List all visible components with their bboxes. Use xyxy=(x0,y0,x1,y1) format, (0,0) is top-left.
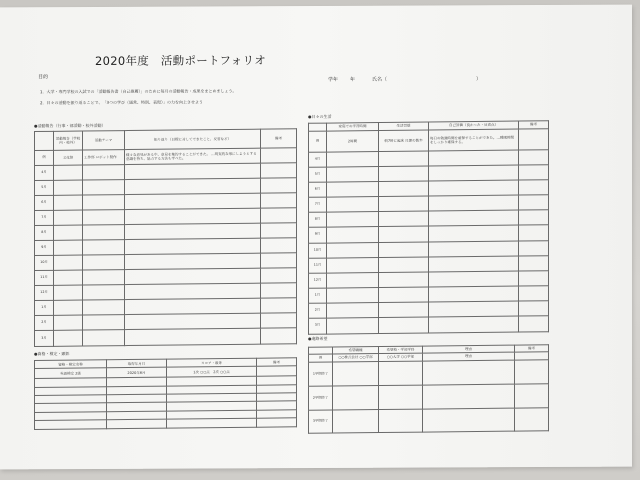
activity-entry-cell[interactable] xyxy=(54,285,83,300)
activity-entry-cell[interactable] xyxy=(54,180,83,195)
class-label: 年 xyxy=(350,76,356,83)
activity-header-cell: 活動報告（学校内・校外） xyxy=(54,131,83,150)
activity-entry-cell[interactable] xyxy=(54,300,83,315)
daily-entry-cell[interactable] xyxy=(519,270,549,285)
daily-entry-cell[interactable] xyxy=(429,271,519,287)
daily-example-cell: 例 xyxy=(309,131,327,152)
daily-month-cell: 7月 xyxy=(309,197,327,212)
activity-entry-cell[interactable] xyxy=(261,238,297,253)
activity-entry-cell[interactable] xyxy=(83,315,125,330)
purpose-item-2: 2．日々の活動を振り返ることで、「3つの学び（通常、特別、表現）」の力を向上させよう xyxy=(40,99,204,106)
daily-month-cell: 9月 xyxy=(309,228,327,243)
daily-month-cell: 1月 xyxy=(309,288,327,303)
daily-month-cell: 10月 xyxy=(309,243,327,258)
activity-entry-cell[interactable] xyxy=(54,315,83,330)
activity-month-cell: 6月 xyxy=(35,195,54,210)
qualification-example-cell: 1次 ○○点 2次 ○○点 xyxy=(167,367,257,377)
career-entry-cell[interactable] xyxy=(379,409,423,432)
activity-month-cell: 4月 xyxy=(35,165,54,180)
activity-entry-cell[interactable] xyxy=(261,253,297,268)
activity-entry-cell[interactable] xyxy=(261,178,297,193)
activity-entry-cell[interactable] xyxy=(83,270,125,285)
daily-section-title: ●日々の生活 xyxy=(308,113,332,120)
qualification-header-cell: スコア・級等 xyxy=(167,358,257,367)
daily-entry-cell[interactable] xyxy=(327,242,379,258)
career-entry-cell[interactable] xyxy=(333,410,379,433)
career-entry-cell[interactable] xyxy=(515,360,549,384)
activity-entry-cell[interactable] xyxy=(125,208,261,224)
daily-entry-cell[interactable] xyxy=(519,180,549,195)
daily-entry-cell[interactable] xyxy=(519,225,549,240)
career-entry-cell[interactable] xyxy=(515,408,549,431)
daily-entry-cell[interactable] xyxy=(327,152,379,168)
daily-month-cell: 12月 xyxy=(309,273,327,288)
activity-example-cell: 工作部 ロボット製作 xyxy=(83,150,125,165)
page-title: 2020年度 活動ポートフォリオ xyxy=(95,53,267,68)
daily-entry-cell[interactable] xyxy=(519,285,549,300)
activity-month-cell: 3月 xyxy=(35,330,54,346)
daily-entry-cell[interactable] xyxy=(519,316,549,333)
daily-entry-cell[interactable] xyxy=(379,242,429,258)
daily-month-cell: 11月 xyxy=(309,258,327,273)
activity-entry-cell[interactable] xyxy=(54,240,83,255)
daily-entry-cell[interactable] xyxy=(379,166,429,182)
daily-month-cell: 3月 xyxy=(309,318,327,334)
qualification-header-cell: 取得年月日 xyxy=(107,359,167,368)
daily-entry-cell[interactable] xyxy=(429,226,519,242)
activity-example-cell: 文化祭 xyxy=(54,150,83,165)
activity-entry-cell[interactable] xyxy=(125,298,261,314)
daily-table xyxy=(308,120,549,335)
daily-entry-cell[interactable] xyxy=(429,195,519,211)
activity-entry-cell[interactable] xyxy=(261,193,297,208)
activity-entry-cell[interactable] xyxy=(83,285,125,300)
activity-entry-cell[interactable] xyxy=(83,180,125,195)
activity-month-cell: 1月 xyxy=(35,300,54,315)
activity-header-cell: 活動テーマ xyxy=(83,131,125,150)
career-term-cell: 1学期終了 xyxy=(309,362,333,386)
career-term-cell: 2学期終了 xyxy=(309,386,333,410)
name-close: ） xyxy=(476,76,482,83)
daily-header-cell xyxy=(309,123,327,131)
daily-entry-cell[interactable] xyxy=(379,211,429,227)
daily-entry-cell[interactable] xyxy=(327,317,379,334)
career-example-cell: 例 xyxy=(309,354,333,362)
daily-header-cell: 家庭での学習時間 xyxy=(327,123,379,132)
daily-entry-cell[interactable] xyxy=(429,210,519,226)
activity-entry-cell[interactable] xyxy=(54,225,83,240)
daily-example-cell: 2時間 xyxy=(327,131,379,153)
activity-entry-cell[interactable] xyxy=(125,238,261,254)
career-section-title: ●進路希望 xyxy=(308,335,328,342)
career-entry-cell[interactable] xyxy=(515,384,549,408)
career-term-cell: 3学期終了 xyxy=(309,410,333,433)
activity-entry-cell[interactable] xyxy=(125,253,261,269)
career-entry-cell[interactable] xyxy=(423,408,515,432)
activity-entry-cell[interactable] xyxy=(125,178,261,194)
qualification-entry-cell[interactable] xyxy=(167,419,257,428)
activity-month-cell: 12月 xyxy=(35,285,54,300)
qualification-example-cell: 英語検定 2級 xyxy=(35,368,107,378)
activity-entry-cell[interactable] xyxy=(83,165,125,180)
daily-entry-cell[interactable] xyxy=(429,286,519,302)
activity-entry-cell[interactable] xyxy=(83,240,125,255)
activity-entry-cell[interactable] xyxy=(83,255,125,270)
daily-entry-cell[interactable] xyxy=(379,257,429,273)
paper-sheet xyxy=(0,5,632,470)
career-header-cell: 希望職種 xyxy=(333,347,379,354)
daily-entry-cell[interactable] xyxy=(429,256,519,272)
activity-header-cell xyxy=(35,131,54,150)
daily-entry-cell[interactable] xyxy=(379,181,429,197)
daily-entry-cell[interactable] xyxy=(327,287,379,303)
daily-month-cell: 2月 xyxy=(309,303,327,318)
activity-entry-cell[interactable] xyxy=(54,210,83,225)
daily-header-cell: 備考 xyxy=(519,121,549,129)
daily-entry-cell[interactable] xyxy=(379,151,429,167)
activity-entry-cell[interactable] xyxy=(125,163,261,179)
qualification-example-cell: 2020年6月 xyxy=(107,368,167,378)
qualification-entry-cell[interactable] xyxy=(257,418,297,427)
career-entry-cell[interactable] xyxy=(333,386,379,410)
activity-example-cell: 様々な意見がある中、意見を集約することができた。 …現実的な形にしようとする意識を持ち、協力する方法も学べた。 xyxy=(125,148,261,164)
activity-entry-cell[interactable] xyxy=(125,313,261,329)
daily-entry-cell[interactable] xyxy=(379,196,429,212)
activity-entry-cell[interactable] xyxy=(261,313,297,328)
activity-entry-cell[interactable] xyxy=(83,330,125,346)
daily-entry-cell[interactable] xyxy=(429,180,519,196)
daily-example-cell: 毎日の勉強時間を確保することができた。…睡眠時間をしっかり確保する。 xyxy=(429,129,519,151)
daily-entry-cell[interactable] xyxy=(327,302,379,318)
name-label: 氏名（ xyxy=(372,76,388,83)
daily-entry-cell[interactable] xyxy=(327,257,379,273)
activity-entry-cell[interactable] xyxy=(125,283,261,299)
activity-month-cell: 8月 xyxy=(35,225,54,240)
daily-entry-cell[interactable] xyxy=(429,150,519,166)
activity-month-cell: 11月 xyxy=(35,270,54,285)
daily-entry-cell[interactable] xyxy=(379,302,429,318)
career-entry-cell[interactable] xyxy=(423,360,515,385)
career-entry-cell[interactable] xyxy=(379,361,423,385)
qualification-example-cell xyxy=(257,366,297,376)
career-entry-cell[interactable] xyxy=(423,384,515,409)
activity-entry-cell[interactable] xyxy=(261,208,297,223)
qualification-header-cell: 資格・検定名称 xyxy=(35,360,107,369)
daily-month-cell: 4月 xyxy=(309,152,327,167)
daily-entry-cell[interactable] xyxy=(327,272,379,288)
activity-example-cell: 例 xyxy=(35,150,54,165)
activity-entry-cell[interactable] xyxy=(261,268,297,283)
activity-month-cell: 2月 xyxy=(35,315,54,330)
qualification-entry-cell[interactable] xyxy=(107,420,167,429)
daily-entry-cell[interactable] xyxy=(429,241,519,257)
daily-entry-cell[interactable] xyxy=(327,167,379,183)
daily-entry-cell[interactable] xyxy=(327,212,379,228)
daily-example-cell: 朝7時に起床 日課の散歩 xyxy=(379,130,429,152)
qualification-entry-cell[interactable] xyxy=(35,420,107,429)
daily-entry-cell[interactable] xyxy=(519,195,549,210)
career-table xyxy=(308,344,549,434)
daily-entry-cell[interactable] xyxy=(379,317,429,334)
activity-month-cell: 7月 xyxy=(35,210,54,225)
qualification-header-cell: 備考 xyxy=(257,358,297,367)
purpose-item-1: 1．大学・専門学校の入試での「活動報告書（自己推薦）」のために毎月の活動報告・成果をまとめましょう。 xyxy=(40,88,237,95)
activity-entry-cell[interactable] xyxy=(125,328,261,345)
activity-table xyxy=(34,128,297,347)
daily-entry-cell[interactable] xyxy=(327,197,379,213)
daily-entry-cell[interactable] xyxy=(379,287,429,303)
career-entry-cell[interactable] xyxy=(333,362,379,386)
activity-entry-cell[interactable] xyxy=(83,225,125,240)
activity-entry-cell[interactable] xyxy=(54,270,83,285)
daily-entry-cell[interactable] xyxy=(519,165,549,180)
daily-entry-cell[interactable] xyxy=(429,301,519,317)
grade-label: 学年 xyxy=(328,76,339,83)
career-header-cell: 備考 xyxy=(515,345,549,352)
activity-entry-cell[interactable] xyxy=(54,195,83,210)
activity-entry-cell[interactable] xyxy=(261,283,297,298)
activity-section-title: ●活動報告（行事・部活動・校外活動） xyxy=(34,122,106,129)
daily-header-cell: 自己評価（良かった・反省点） xyxy=(429,121,519,130)
daily-entry-cell[interactable] xyxy=(327,182,379,198)
activity-entry-cell[interactable] xyxy=(125,223,261,239)
daily-entry-cell[interactable] xyxy=(379,272,429,288)
activity-entry-cell[interactable] xyxy=(83,210,125,225)
daily-header-cell: 生活習慣 xyxy=(379,122,429,131)
daily-entry-cell[interactable] xyxy=(519,210,549,225)
activity-month-cell: 9月 xyxy=(35,240,54,255)
activity-entry-cell[interactable] xyxy=(125,193,261,209)
daily-month-cell: 6月 xyxy=(309,182,327,197)
daily-entry-cell[interactable] xyxy=(327,227,379,243)
daily-month-cell: 5月 xyxy=(309,167,327,182)
career-example-cell: ○○株式会社 ○○学部 xyxy=(333,354,379,362)
activity-entry-cell[interactable] xyxy=(83,300,125,315)
career-header-cell: 理由 xyxy=(423,345,515,353)
career-header-cell: 希望校・学部学科 xyxy=(379,346,423,353)
daily-entry-cell[interactable] xyxy=(429,316,519,333)
daily-month-cell: 8月 xyxy=(309,212,327,227)
activity-month-cell: 10月 xyxy=(35,255,54,270)
daily-entry-cell[interactable] xyxy=(379,226,429,242)
activity-header-cell: 振り返り（目標に対してできたこと、反省など） xyxy=(125,129,261,149)
activity-entry-cell[interactable] xyxy=(83,195,125,210)
activity-header-cell: 備考 xyxy=(261,129,297,148)
activity-entry-cell[interactable] xyxy=(54,165,83,180)
daily-entry-cell[interactable] xyxy=(519,150,549,165)
qualification-section-title: ●資格・検定・顕彰 xyxy=(34,351,70,357)
activity-entry-cell[interactable] xyxy=(54,330,83,346)
activity-entry-cell[interactable] xyxy=(261,223,297,238)
activity-month-cell: 5月 xyxy=(35,180,54,195)
activity-entry-cell[interactable] xyxy=(261,163,297,178)
daily-entry-cell[interactable] xyxy=(519,301,549,316)
daily-entry-cell[interactable] xyxy=(519,255,549,270)
qualification-table xyxy=(34,357,297,430)
daily-example-cell xyxy=(519,129,549,150)
career-example-cell: 理由 xyxy=(423,352,515,361)
daily-entry-cell[interactable] xyxy=(519,240,549,255)
activity-entry-cell[interactable] xyxy=(261,298,297,313)
career-entry-cell[interactable] xyxy=(379,385,423,409)
daily-entry-cell[interactable] xyxy=(429,165,519,181)
career-example-cell: ○○大学 ○○学部 xyxy=(379,353,423,361)
activity-entry-cell[interactable] xyxy=(125,268,261,284)
purpose-label: 目的 xyxy=(38,74,49,81)
activity-entry-cell[interactable] xyxy=(261,328,297,344)
activity-entry-cell[interactable] xyxy=(54,255,83,270)
activity-example-cell xyxy=(261,148,297,163)
